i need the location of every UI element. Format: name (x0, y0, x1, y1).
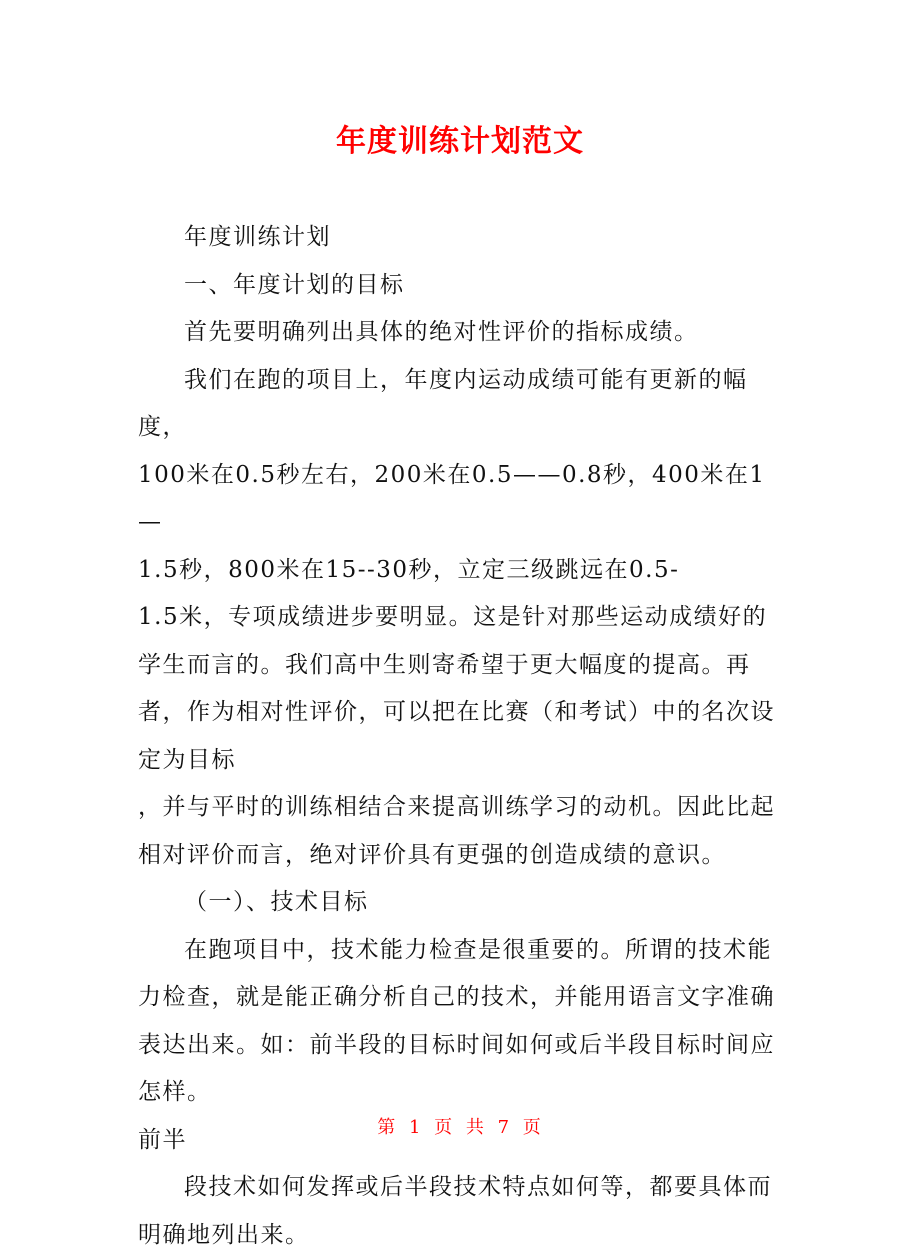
section-heading-goals: 一、年度计划的目标 (184, 271, 405, 298)
paragraph-heading: 年度训练计划 (184, 224, 331, 250)
page-word: 页 (434, 1117, 455, 1138)
total-pages: 7 (497, 1117, 512, 1138)
page-footer (0, 1113, 920, 1139)
paragraph-line: 1.5秒，800米在15--30秒，立定三级跳远在0.5- (138, 556, 680, 583)
section-heading-technique: （一）、技术目标 (184, 889, 369, 915)
paragraph: 在跑项目中，技术能力检查是很重要的。所谓的技术能力检查，就是能正确分析自己的技术，并能用语言文字准确表达出来。如：前半段的目标时间如何或后半段目标时间应怎样。 (138, 936, 775, 1105)
total-word: 页 (522, 1117, 543, 1138)
total-prefix: 共 (465, 1117, 486, 1138)
paragraph: 1.5米，专项成绩进步要明显。这是针对那些运动成绩好的学生而言的。我们高中生则寄希望于更大幅度的提高。再者，作为相对性评价，可以把在比赛（和考试）中的名次设定为目标 (138, 604, 775, 773)
paragraph-line: 前半 (138, 1126, 187, 1153)
paragraph: 首先要明确列出具体的绝对性评价的指标成绩。 (184, 319, 699, 345)
document-body (138, 214, 782, 1259)
page-prefix: 第 (377, 1117, 398, 1138)
paragraph: ，并与平时的训练相结合来提高训练学习的动机。因此比起相对评价而言，绝对评价具有更强的创造成绩的意识。 (138, 794, 775, 868)
paragraph-line: 100米在0.5秒左右，200米在0.5——0.8秒，400米在1— (138, 461, 766, 535)
document-title: 年度训练计划范文 (336, 124, 584, 159)
page-number: 1 (408, 1117, 423, 1138)
paragraph: 我们在跑的项目上，年度内运动成绩可能有更新的幅度， (138, 366, 748, 440)
paragraph: 段技术如何发挥或后半段技术特点如何等，都要具体而明确地列出来。 (138, 1174, 772, 1248)
